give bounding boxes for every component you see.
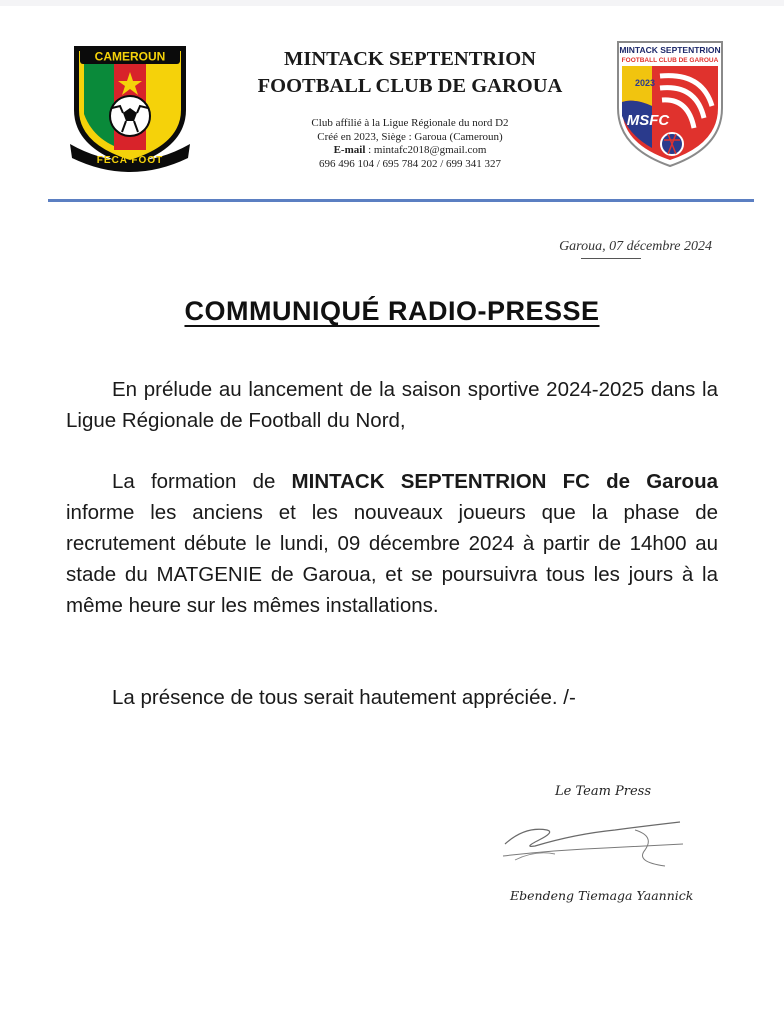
club-email [220, 144, 600, 158]
communique-heading: COMMUNIQUÉ RADIO-PRESSE [184, 296, 600, 326]
club-title-line2: FOOTBALL CLUB DE GAROUA [257, 75, 563, 97]
email-value: : mintafc2018@gmail.com [365, 144, 487, 156]
date-underline [581, 258, 641, 259]
msfc-crest-icon [612, 36, 728, 170]
announcement-post: informe les anciens et les nouveaux joueurs que la phase de recrutement débute le lundi, 09 décembre 2024 à partir de 14h00 au stade du MATGENIE de Garoua, et se poursuivra tous les jours à la même heure sur les mêmes installations. [66, 501, 718, 617]
announcement-pre: La formation de [112, 470, 292, 493]
signatory-name: Ebendeng Tiemaga Yaannick [510, 888, 694, 903]
paragraph-announcement [66, 466, 718, 621]
logo-left-bottom-text: FECA FOOT [96, 155, 164, 166]
club-title [220, 46, 600, 100]
feca-foot-logo-icon [62, 36, 198, 172]
logo-right-top-text: MINTACK SEPTENTRION [619, 45, 721, 55]
header-divider [48, 199, 754, 202]
club-title-line1: MINTACK SEPTENTRION [284, 48, 536, 70]
signature-title: Le Team Press [555, 784, 652, 799]
handwritten-signature-icon [495, 800, 695, 872]
club-affiliation: Club affilié à la Ligue Régionale du nord D2 [311, 117, 509, 129]
logo-right-initials: MSFC [626, 112, 670, 129]
top-band [0, 0, 784, 6]
logo-right-year: 2023 [634, 78, 656, 88]
club-phones: 696 496 104 / 695 784 202 / 699 341 327 [318, 157, 502, 170]
paragraph-closing-text: La présence de tous serait hautement appréciée. /- [112, 686, 576, 709]
club-founded: Créé en 2023, Siège : Garoua (Cameroun) [317, 130, 503, 143]
email-label: E-mail [333, 144, 366, 156]
paragraph-closing [66, 682, 718, 713]
logo-left-top-text: CAMEROUN [94, 49, 166, 64]
logo-right-sub-text: FOOTBALL CLUB DE GAROUA [621, 57, 719, 64]
paragraph-intro [66, 374, 718, 436]
club-info [220, 117, 600, 171]
paragraph-intro-text: En prélude au lancement de la saison sportive 2024-2025 dans la Ligue Régionale de Football du Nord, [66, 378, 718, 432]
club-name-bold: MINTACK SEPTENTRION FC de Garoua [291, 470, 718, 493]
document-date: Garoua, 07 décembre 2024 [559, 239, 712, 254]
